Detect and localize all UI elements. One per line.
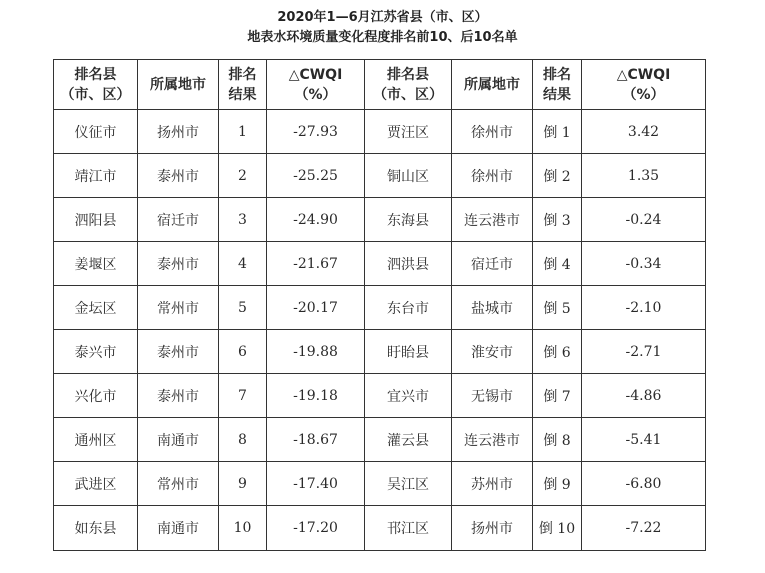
header-row: [54, 60, 706, 110]
table-row: [54, 286, 706, 330]
top-city-cell: 宿迁市: [138, 198, 219, 242]
top-rank-cell: 10: [219, 506, 267, 551]
top-rank-cell: 5: [219, 286, 267, 330]
bottom-city-cell: 扬州市: [452, 506, 533, 551]
header-county-bottom: 排名县 （市、区）: [365, 60, 452, 110]
top-rank-cell: 4: [219, 242, 267, 286]
bottom-city-cell: 盐城市: [452, 286, 533, 330]
bottom-county-cell: 东台市: [365, 286, 452, 330]
bottom-rank-cell: 倒 8: [533, 418, 582, 462]
top-rank-cell: 1: [219, 110, 267, 154]
header-cwqi-bottom: △CWQI （%）: [582, 60, 706, 110]
bottom-rank-cell: 倒 9: [533, 462, 582, 506]
top-county-cell: 通州区: [54, 418, 138, 462]
bottom-rank-cell: 倒 5: [533, 286, 582, 330]
bottom-cwqi-cell: 1.35: [582, 154, 706, 198]
bottom-rank-cell: 倒 1: [533, 110, 582, 154]
top-rank-cell: 7: [219, 374, 267, 418]
bottom-cwqi-cell: -2.10: [582, 286, 706, 330]
top-county-cell: 仪征市: [54, 110, 138, 154]
top-rank-cell: 9: [219, 462, 267, 506]
bottom-cwqi-cell: -5.41: [582, 418, 706, 462]
header-county-top: 排名县 （市、区）: [54, 60, 138, 110]
bottom-county-cell: 宜兴市: [365, 374, 452, 418]
top-county-cell: 兴化市: [54, 374, 138, 418]
header-city-bottom: 所属地市: [452, 60, 533, 110]
top-city-cell: 常州市: [138, 286, 219, 330]
top-cwqi-cell: -27.93: [267, 110, 365, 154]
top-cwqi-cell: -21.67: [267, 242, 365, 286]
table-row: [54, 374, 706, 418]
bottom-county-cell: 东海县: [365, 198, 452, 242]
title-line-2: 地表水环境质量变化程度排名前10、后10名单: [247, 30, 518, 45]
top-cwqi-cell: -24.90: [267, 198, 365, 242]
top-county-cell: 泰兴市: [54, 330, 138, 374]
top-cwqi-cell: -17.40: [267, 462, 365, 506]
top-city-cell: 南通市: [138, 418, 219, 462]
bottom-rank-cell: 倒 6: [533, 330, 582, 374]
bottom-county-cell: 邗江区: [365, 506, 452, 551]
top-cwqi-cell: -19.88: [267, 330, 365, 374]
table-row: [54, 330, 706, 374]
bottom-city-cell: 徐州市: [452, 154, 533, 198]
top-cwqi-cell: -17.20: [267, 506, 365, 551]
bottom-county-cell: 吴江区: [365, 462, 452, 506]
top-county-cell: 武进区: [54, 462, 138, 506]
bottom-county-cell: 贾汪区: [365, 110, 452, 154]
header-rank-top: 排名 结果: [219, 60, 267, 110]
bottom-cwqi-cell: -2.71: [582, 330, 706, 374]
header-rank-bottom: 排名 结果: [533, 60, 582, 110]
top-county-cell: 泗阳县: [54, 198, 138, 242]
bottom-cwqi-cell: -7.22: [582, 506, 706, 551]
header-cwqi-top: △CWQI （%）: [267, 60, 365, 110]
top-city-cell: 泰州市: [138, 330, 219, 374]
bottom-cwqi-cell: -0.34: [582, 242, 706, 286]
bottom-county-cell: 铜山区: [365, 154, 452, 198]
bottom-city-cell: 连云港市: [452, 418, 533, 462]
ranking-table: [53, 59, 706, 551]
top-rank-cell: 3: [219, 198, 267, 242]
top-county-cell: 姜堰区: [54, 242, 138, 286]
bottom-rank-cell: 倒 2: [533, 154, 582, 198]
top-city-cell: 扬州市: [138, 110, 219, 154]
top-city-cell: 常州市: [138, 462, 219, 506]
top-county-cell: 靖江市: [54, 154, 138, 198]
top-city-cell: 泰州市: [138, 242, 219, 286]
top-cwqi-cell: -20.17: [267, 286, 365, 330]
top-city-cell: 泰州市: [138, 374, 219, 418]
top-rank-cell: 8: [219, 418, 267, 462]
bottom-county-cell: 盱眙县: [365, 330, 452, 374]
table-row: [54, 418, 706, 462]
top-city-cell: 泰州市: [138, 154, 219, 198]
table-row: [54, 242, 706, 286]
top-city-cell: 南通市: [138, 506, 219, 551]
bottom-city-cell: 苏州市: [452, 462, 533, 506]
top-county-cell: 如东县: [54, 506, 138, 551]
table-row: [54, 198, 706, 242]
table-row: [54, 110, 706, 154]
bottom-city-cell: 淮安市: [452, 330, 533, 374]
top-rank-cell: 2: [219, 154, 267, 198]
table-row: [54, 154, 706, 198]
bottom-county-cell: 泗洪县: [365, 242, 452, 286]
bottom-cwqi-cell: -4.86: [582, 374, 706, 418]
top-cwqi-cell: -25.25: [267, 154, 365, 198]
table-row: [54, 506, 706, 551]
bottom-rank-cell: 倒 3: [533, 198, 582, 242]
bottom-city-cell: 连云港市: [452, 198, 533, 242]
top-cwqi-cell: -18.67: [267, 418, 365, 462]
bottom-cwqi-cell: -0.24: [582, 198, 706, 242]
top-county-cell: 金坛区: [54, 286, 138, 330]
top-rank-cell: 6: [219, 330, 267, 374]
bottom-county-cell: 灌云县: [365, 418, 452, 462]
bottom-rank-cell: 倒 7: [533, 374, 582, 418]
bottom-city-cell: 无锡市: [452, 374, 533, 418]
title-line-1: 2020年1—6月江苏省县（市、区）: [277, 10, 488, 25]
bottom-rank-cell: 倒 10: [533, 506, 582, 551]
bottom-city-cell: 宿迁市: [452, 242, 533, 286]
bottom-rank-cell: 倒 4: [533, 242, 582, 286]
bottom-cwqi-cell: -6.80: [582, 462, 706, 506]
header-city-top: 所属地市: [138, 60, 219, 110]
document-title: [0, 8, 765, 48]
table-row: [54, 462, 706, 506]
bottom-cwqi-cell: 3.42: [582, 110, 706, 154]
bottom-city-cell: 徐州市: [452, 110, 533, 154]
top-cwqi-cell: -19.18: [267, 374, 365, 418]
